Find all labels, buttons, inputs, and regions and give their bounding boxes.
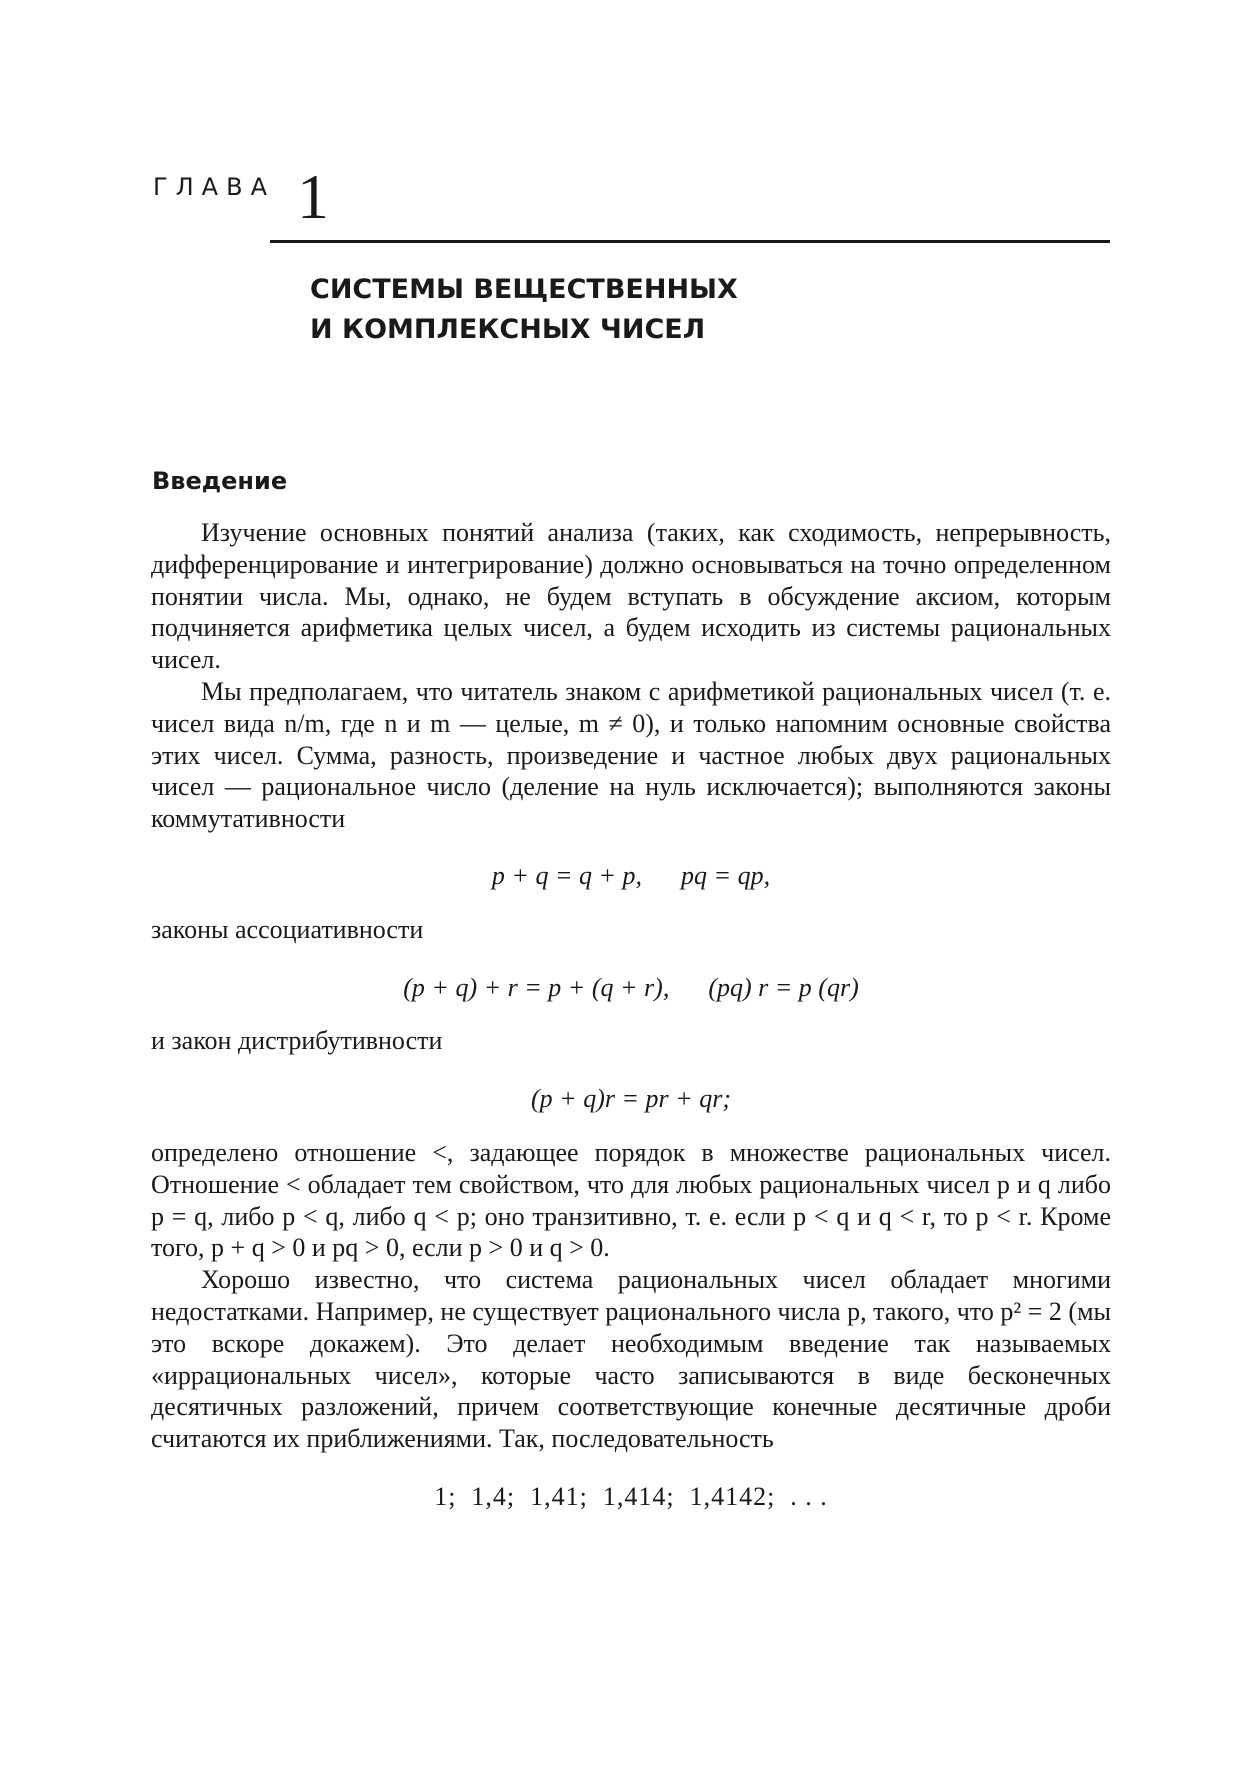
paragraph-2: Мы предполагаем, что читатель знаком с арифметикой рациональных чисел (т. е. чисел вида n/m, где n и m — целые, m ≠ 0), и только напомним основные свойства этих чисел. Сумма, разность, произведение и частное любых двух рациональных чисел — рациональное число (деление на нуль исключается); выполняются законы коммутативности xyxy=(151,676,1111,834)
chapter-number: 1 xyxy=(296,161,329,232)
chapter-label: ГЛАВА xyxy=(153,173,275,201)
paragraph-4: и закон дистрибутивности xyxy=(151,1026,443,1056)
paragraph-3: законы ассоциативности xyxy=(151,914,424,944)
chapter-title xyxy=(310,270,1010,350)
section-title: Введение xyxy=(152,467,288,495)
paragraph-1: Изучение основных понятий анализа (таких, как сходимость, непрерывность, дифференцирование и интегрирование) должно основываться на точно определенном понятии числа. Мы, однако, не будем вступать в обсуждение аксиом, которым подчиняется арифметика целых чисел, а будем исходить из системы рациональных чисел. xyxy=(151,518,1111,675)
body-text xyxy=(151,517,1111,1513)
formula-commutativity: p + q = q + p, pq = qp, xyxy=(491,860,771,890)
formula-sequence: 1; 1,4; 1,41; 1,414; 1,4142; . . . xyxy=(434,1481,828,1511)
chapter-title-line-2: И КОМПЛЕКСНЫХ ЧИСЕЛ xyxy=(310,314,706,345)
formula-distributivity: (p + q)r = pr + qr; xyxy=(531,1084,731,1114)
paragraph-5: определено отношение <, задающее порядок в множестве рациональных чисел. Отношение < обладает тем свойством, что для любых рациональных чисел p и q либо p = q, либо p < q, либо q < p; оно транзитивно, т. е. если p < q и q < r, то p < r. Кроме того, p + q > 0 и pq > 0, если p > 0 и q > 0. xyxy=(151,1137,1111,1263)
formula-associativity: (p + q) + r = p + (q + r), (pq) r = p (qr) xyxy=(403,972,859,1002)
paragraph-6: Хорошо известно, что система рациональных чисел обладает многими недостатками. Например, не существует рационального числа p, такого, что p² = 2 (мы это вскоре докажем). Это делает необходимым введение так называемых «иррациональных чисел», которые часто записываются в виде бесконечных десятичных разложений, причем соответствующие конечные десятичные дроби считаются их приближениями. Так, последовательность xyxy=(151,1265,1111,1454)
chapter-divider xyxy=(270,240,1110,243)
chapter-title-line-1: СИСТЕМЫ ВЕЩЕСТВЕННЫХ xyxy=(310,274,738,305)
chapter-heading xyxy=(153,161,329,232)
